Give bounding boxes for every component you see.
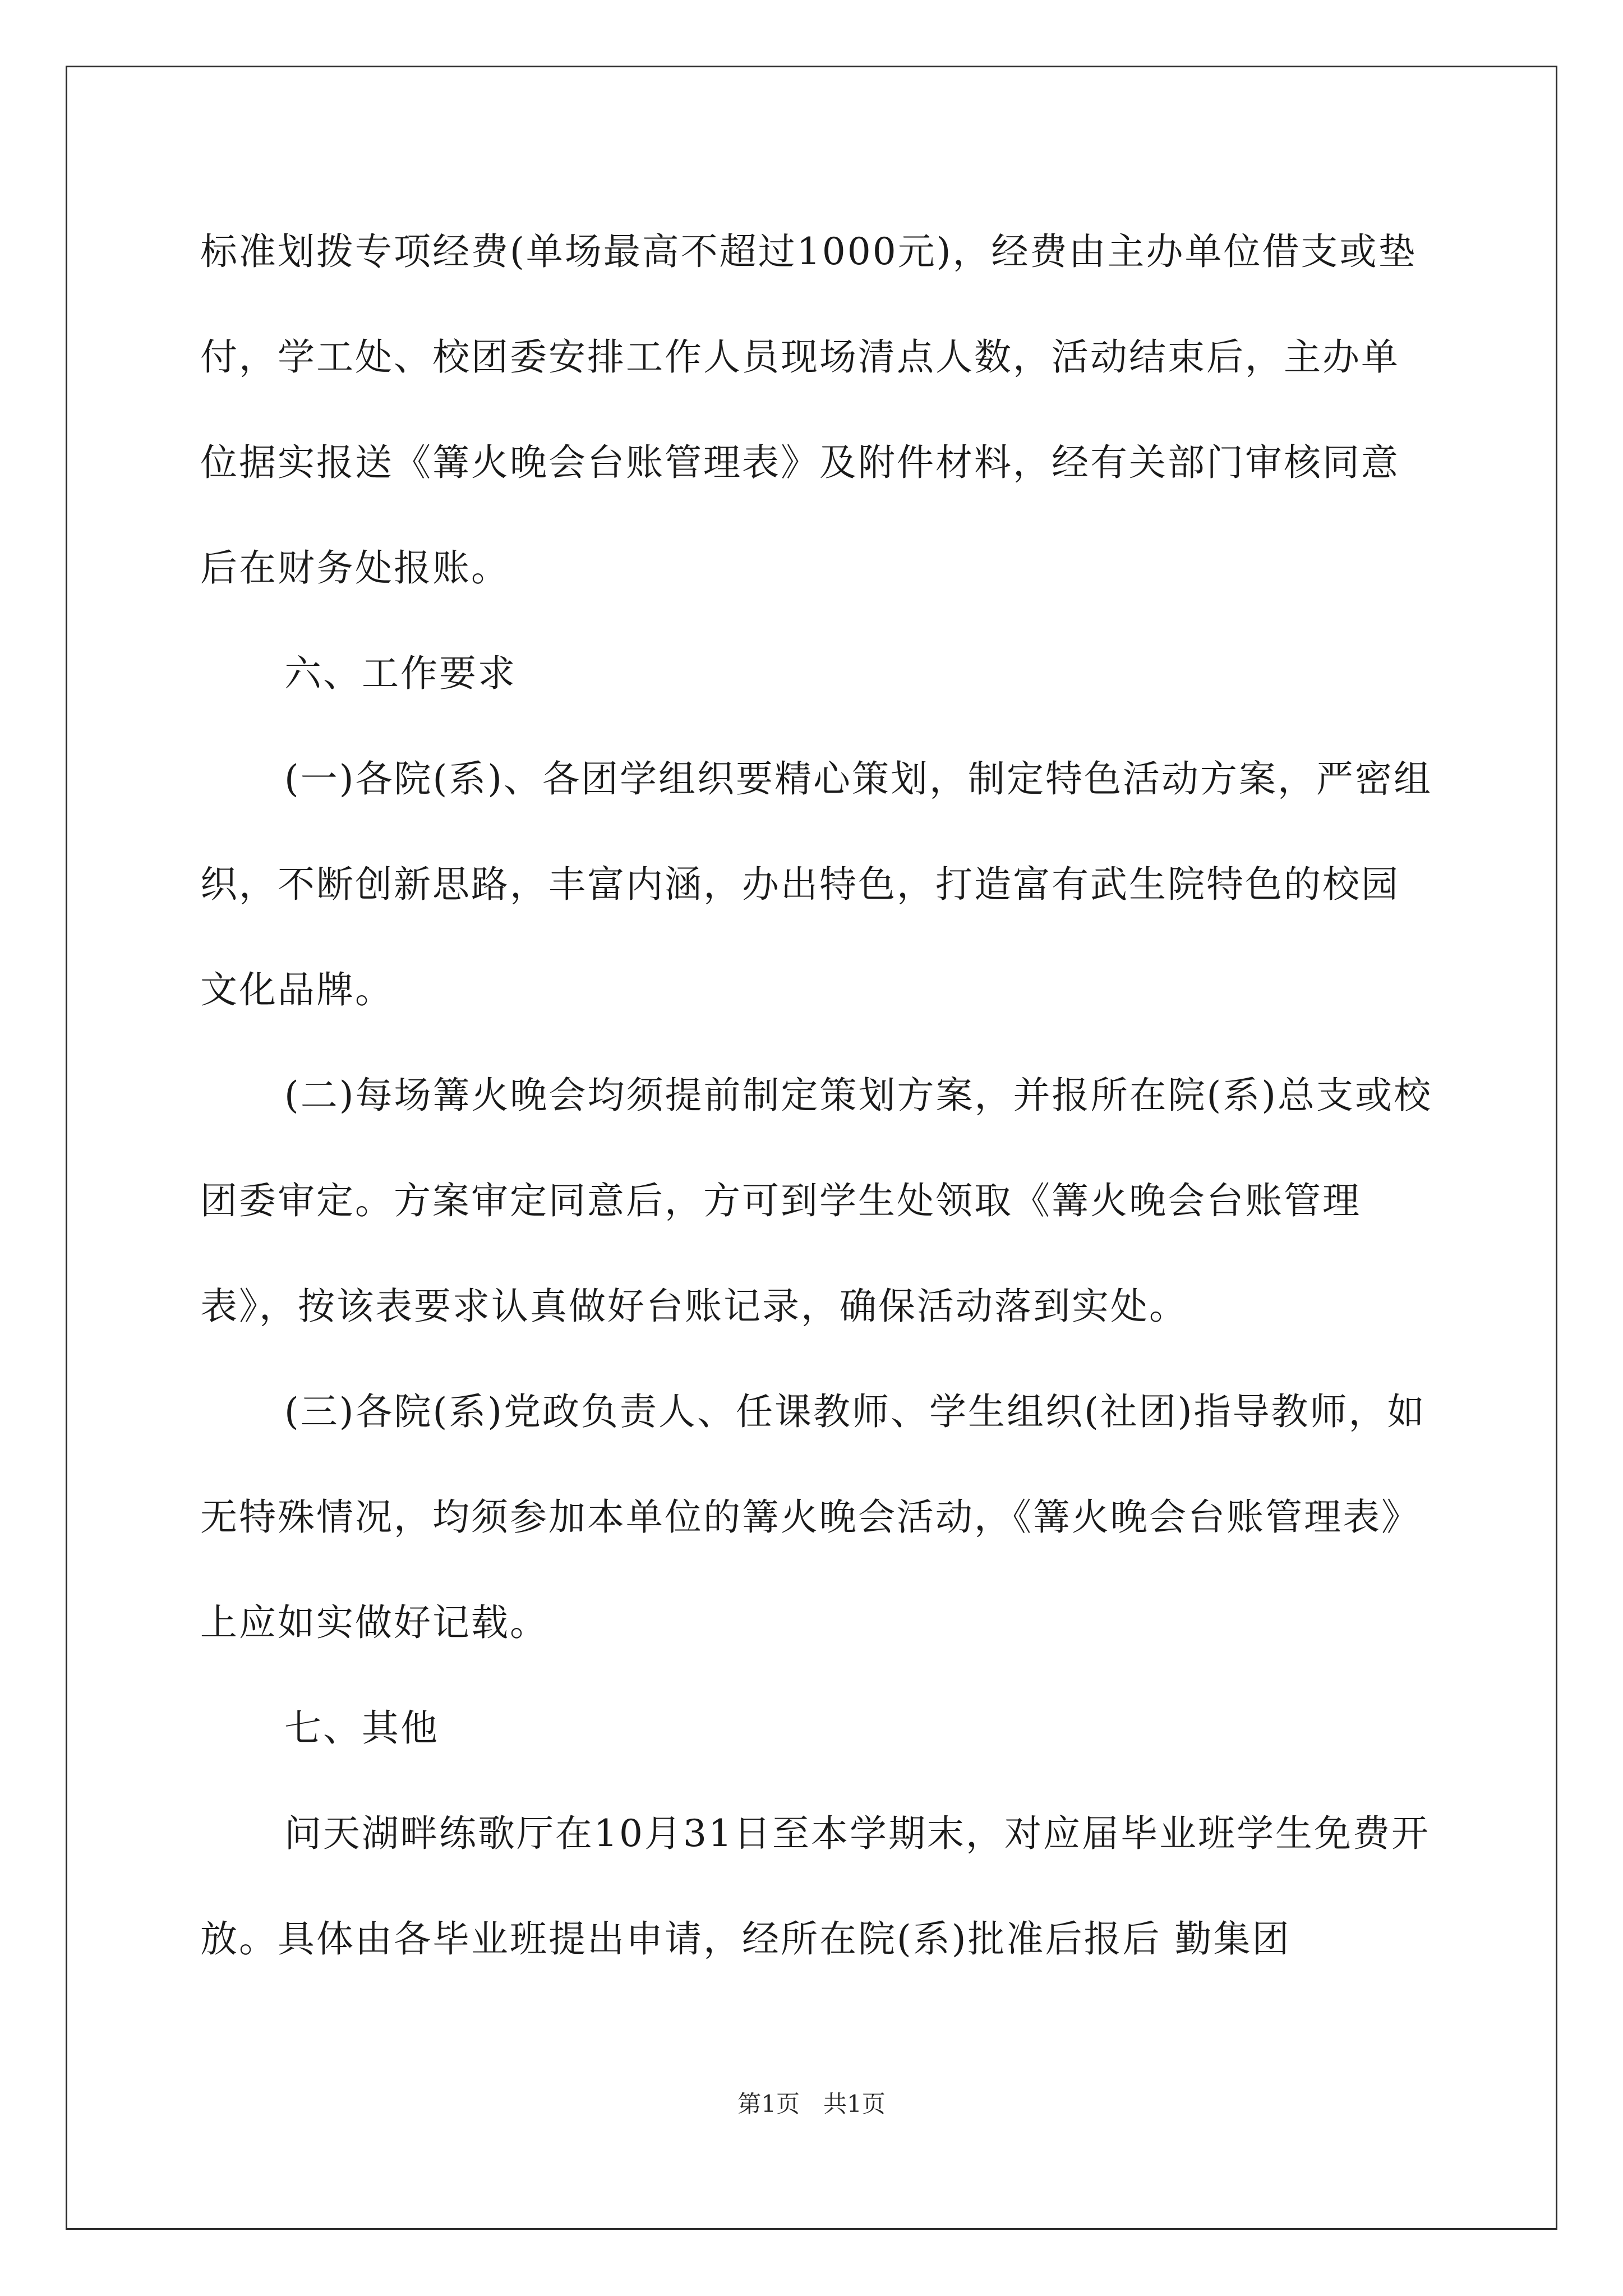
paragraph-requirement-1: (一)各院(系)、各团学组织要精心策划，制定特色活动方案，严密组织，不断创新思路，丰富内涵，办出特色，打造富有武生院特色的校园文化品牌。	[200, 757, 1432, 1011]
page-number-footer: 第1页 共1页	[737, 2090, 886, 2118]
document-body	[200, 199, 1434, 1992]
paragraph-requirement-3: (三)各院(系)党政负责人、任课教师、学生组织(社团)指导教师，如无特殊情况，均须参加本单位的篝火晚会活动，《篝火晚会台账管理表》上应如实做好记载。	[200, 1390, 1426, 1644]
paragraph-funding: 标准划拨专项经费(单场最高不超过1000元)，经费由主办单位借支或垫付，学工处、校团委安排工作人员现场清点人数，活动结束后，主办单位据实报送《篝火晚会台账管理表》及附件材料，经有关部门审核同意后在财务处报账。	[200, 230, 1417, 590]
paragraph-requirement-2: (二)每场篝火晚会均须提前制定策划方案，并报所在院(系)总支或校团委审定。方案审定同意后，方可到学生处领取《篝火晚会台账管理表》，按该表要求认真做好台账记录，确保活动落到实处。	[200, 1074, 1432, 1328]
heading-other: 七、其他	[284, 1706, 439, 1750]
heading-work-requirements: 六、工作要求	[284, 652, 517, 695]
paragraph-other: 问天湖畔练歌厅在10月31日至本学期末，对应届毕业班学生免费开放。具体由各毕业班提出申请，经所在院(系)批准后报后 勤集团	[200, 1812, 1430, 1961]
